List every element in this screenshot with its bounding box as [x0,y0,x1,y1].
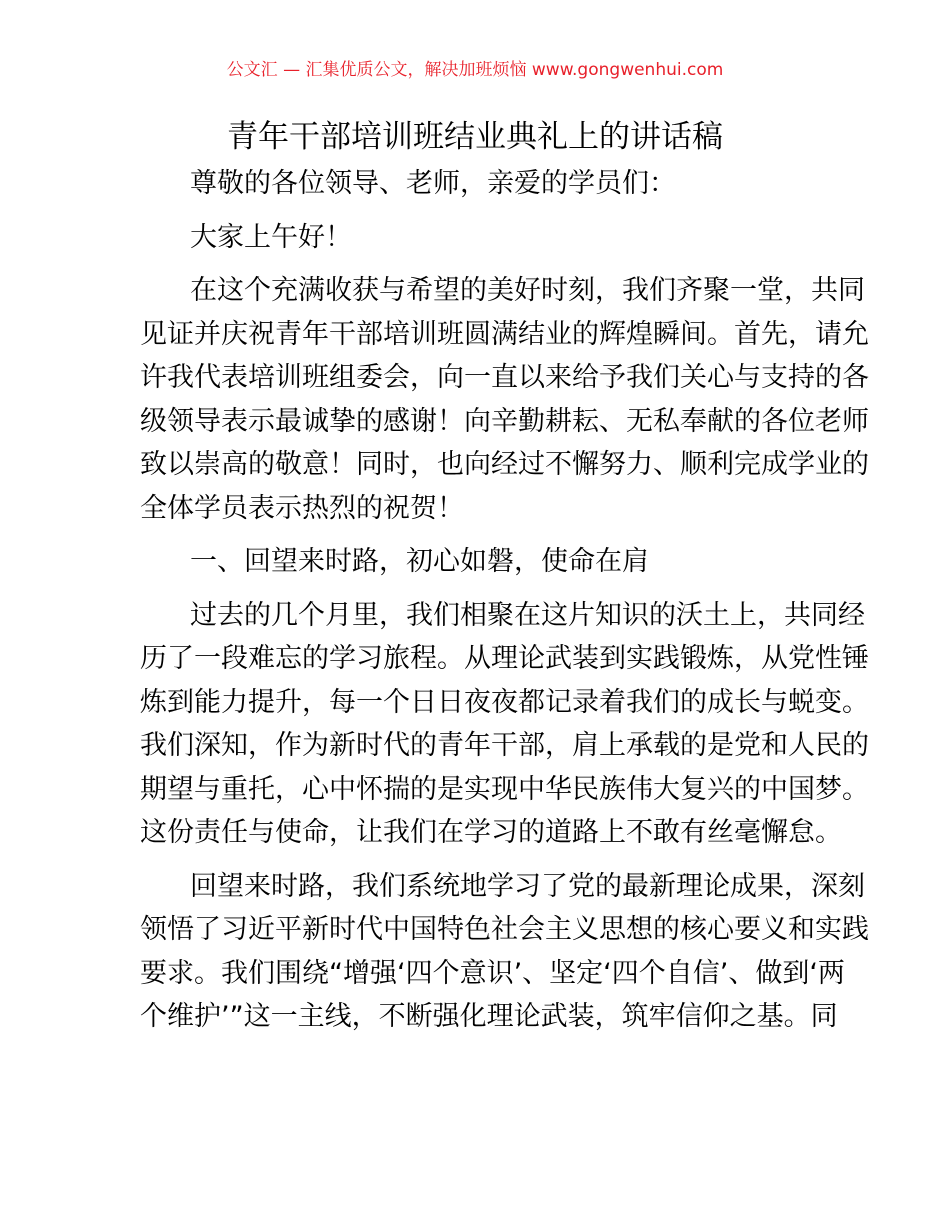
text-line: 领悟了习近平新时代中国特色社会主义思想的核心要义和实践 [140,914,869,945]
text-line: 我们深知，作为新时代的青年干部，肩上承载的是党和人民的 [140,730,869,761]
text-line: 历了一段难忘的学习旅程。从理论武装到实践锻炼，从党性锤 [140,643,869,674]
text-line: 级领导表示最诚挚的感谢！向辛勤耕耘、无私奉献的各位老师 [140,405,869,437]
watermark-header: 公文汇 — 汇集优质公文，解决加班烦恼 www.gongwenhui.com [226,60,724,80]
text-line: 一、回望来时路，初心如磐，使命在肩 [190,546,649,577]
text-line: 致以崇高的敬意！同时，也向经过不懈努力、顺利完成学业的 [140,449,869,480]
text-line: 要求。我们围绕“增强‘四个意识’、坚定‘四个自信’、做到‘两 [140,957,845,989]
text-line: 全体学员表示热烈的祝贺！ [140,492,464,524]
text-line: 回望来时路，我们系统地学习了党的最新理论成果，深刻 [190,870,865,902]
text-line: 期望与重托，心中怀揣的是实现中华民族伟大复兴的中国梦。 [140,773,869,805]
text-line: 见证并庆祝青年干部培训班圆满结业的辉煌瞬间。首先，请允 [140,318,869,350]
paragraph [140,162,812,206]
paragraph [140,216,812,260]
document-title: 青年干部培训班结业典礼上的讲话稿 [227,119,723,155]
paragraph [140,594,869,855]
text-line: 尊敬的各位领导、老师，亲爱的学员们： [190,168,676,199]
text-line: 在这个充满收获与希望的美好时刻，我们齐聚一堂，共同 [190,275,865,306]
text-line: 过去的几个月里，我们相聚在这片知识的沃土上，共同经 [190,599,865,631]
text-line: 大家上午好！ [190,221,352,253]
paragraph [140,540,812,584]
document-body [140,162,869,1049]
text-line: 炼到能力提升，每一个日日夜夜都记录着我们的成长与蜕变。 [140,686,869,718]
text-line: 个维护’”这一主线，不断强化理论武装，筑牢信仰之基。同 [140,1001,838,1032]
text-line: 这份责任与使命，让我们在学习的道路上不敢有丝毫懈怠。 [140,817,842,848]
paragraph [140,269,869,530]
paragraph [140,865,869,1039]
text-line: 许我代表培训班组委会，向一直以来给予我们关心与支持的各 [140,362,869,393]
